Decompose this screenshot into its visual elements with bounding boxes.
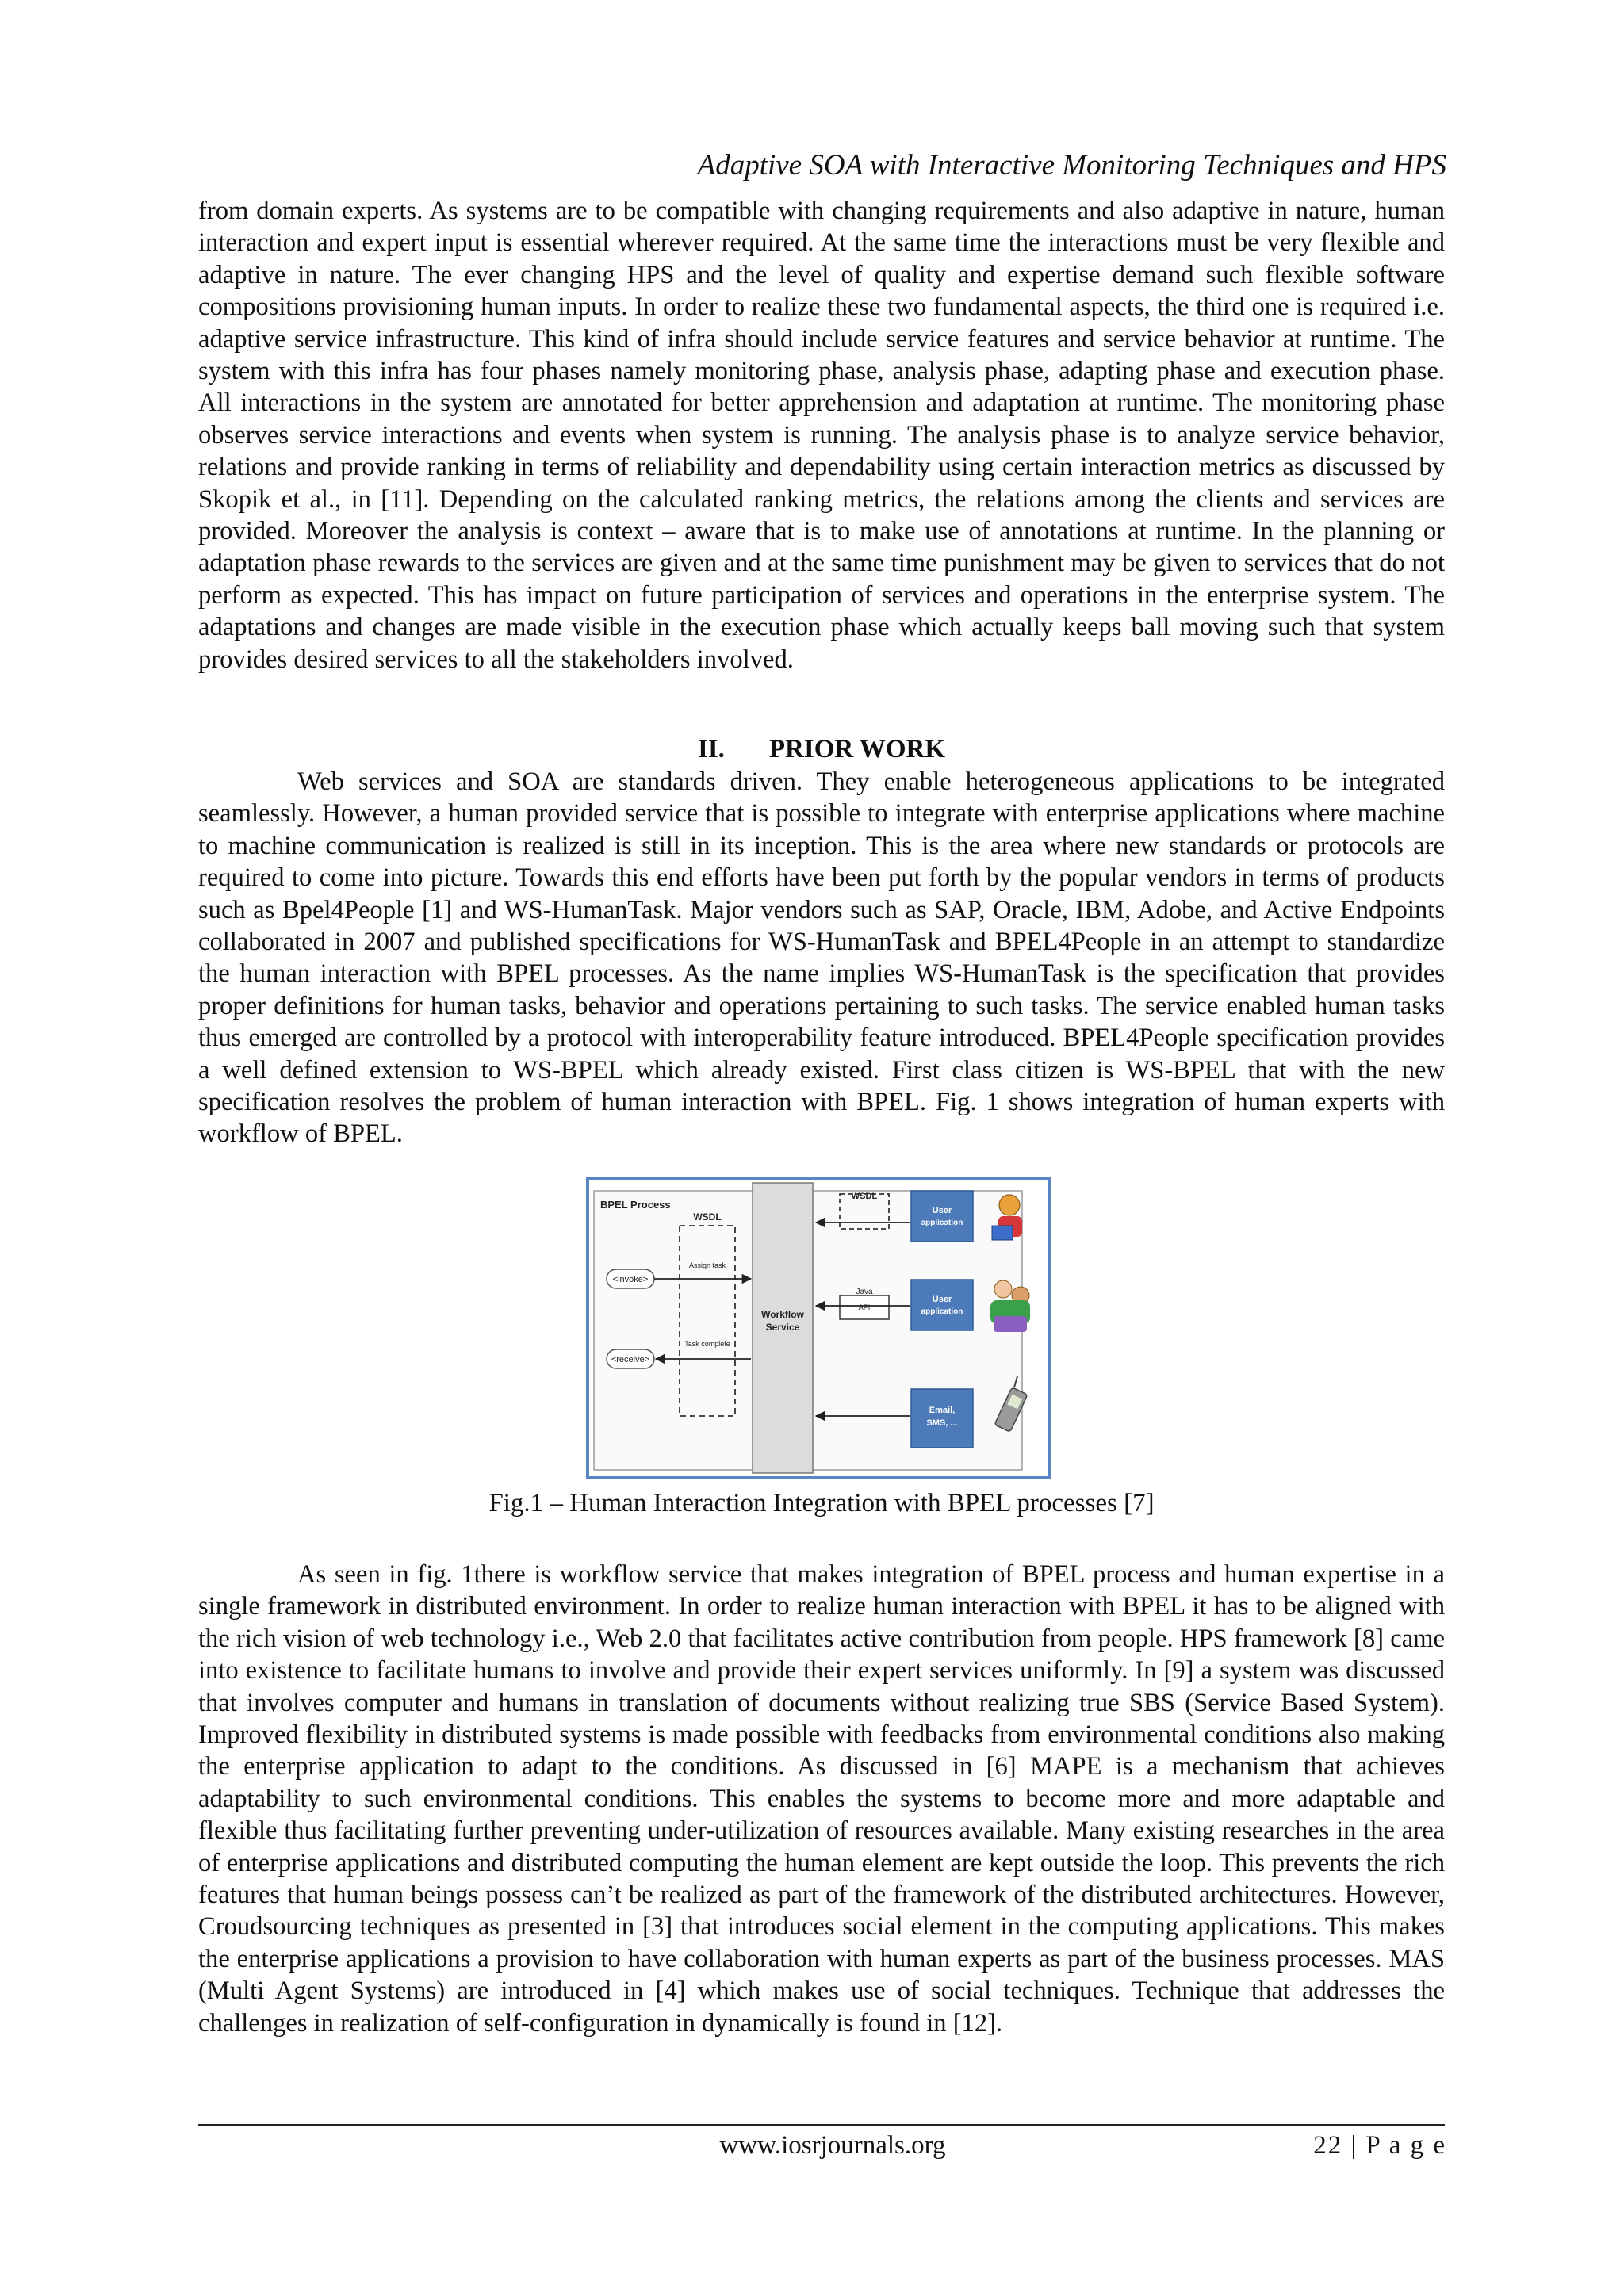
task-complete-label: Task complete <box>684 1340 730 1348</box>
paragraph-workflow-discussion: As seen in fig. 1there is workflow service that makes integration of BPEL process and human expertise in a single framework in distributed environment. In order to realize human interaction with BPEL it has to be aligned with the rich vision of web technology i.e., Web 2.0 that facilitates active contribution from people. HPS framework [8] came into existence to facilitate humans to involve and provide their expert services uniformly. In [9] a system was discussed that involves computer and humans in translation of documents without realizing true SBS (Service Based System). Improved flexibility in distributed systems is made possible with feedbacks from environmental conditions also making the enterprise application to adapt to the conditions. As discussed in [6] MAPE is a mechanism that achieves adaptability to such environmental conditions. This enables the systems to become more and more adaptable and flexible thus facilitating further preventing under-utilization of resources available. Many existing researches in the area of enterprise applications and distributed computing the human element are kept outside the loop. This prevents the rich features that human beings possess can’t be realized as part of the framework of the distributed architectures. However, Croudsourcing techniques as presented in [3] that introduces social element in the computing applications. This makes the enterprise applications a provision to have collaboration with human experts as part of the business processes. MAS (Multi Agent Systems) are introduced in [4] which makes use of social techniques. Technique that addresses the challenges in realization of self-configuration in dynamically is found in [12]. <box>198 1560 1445 2038</box>
paragraph-intro-continued: from domain experts. As systems are to be compatible with changing requirements and also adaptive in nature, human interaction and expert input is essential wherever required. At the same time the interactions must be very flexible and adaptive in nature. The ever changing HPS and the level of quality and expertise demand such flexible software compositions provisioning human inputs. In order to realize these two fundamental aspects, the third one is required i.e. adaptive service infrastructure. This kind of infra should include service features and service behavior at runtime. The system with this infra has four phases namely monitoring phase, analysis phase, adapting phase and execution phase. All interactions in the system are annotated for better apprehension and adaptation at runtime. The monitoring phase observes service interactions and events when system is running. The analysis phase is to analyze service behavior, relations and provide ranking in terms of reliability and dependability using certain interaction metrics as discussed by Skopik et al., in [11]. Depending on the calculated ranking metrics, the relations among the clients and services are provided. Moreover the analysis is context – aware that is to make use of annotations at runtime. In the planning or adaptation phase rewards to the services are given and at the same time punishment may be given to services that do not perform as expected. This has impact on future participation of services and operations in the enterprise system. The adaptations and changes are made visible in the execution phase which actually keeps ball moving such that system provides desired services to all the stakeholders involved. <box>198 197 1445 674</box>
page-number: 22 | P a g e <box>1313 2131 1446 2160</box>
section-heading <box>198 733 1445 765</box>
invoke-label: <invoke> <box>612 1275 649 1284</box>
workflow-label-line2: Service <box>765 1322 800 1333</box>
section-number: II. <box>697 735 725 763</box>
user-app2-line1: User <box>932 1295 952 1304</box>
java-label: Java <box>856 1288 873 1296</box>
user-application-1-box <box>911 1191 973 1242</box>
team-people-icon <box>990 1280 1030 1332</box>
footer-divider <box>198 2124 1445 2126</box>
api-label: API <box>858 1303 871 1311</box>
user-application-2-box <box>911 1280 973 1330</box>
user-app1-line2: application <box>921 1219 963 1227</box>
running-head: Adaptive SOA with Interactive Monitoring Techniques and HPS <box>697 149 1446 182</box>
user-app1-line1: User <box>932 1206 952 1215</box>
section-title: PRIOR WORK <box>768 735 946 763</box>
figure-caption: Fig.1 – Human Interaction Integration with BPEL processes [7] <box>488 1489 1155 1517</box>
email-line2: SMS, ... <box>926 1418 958 1428</box>
wsdl-right-label: WSDL <box>851 1192 878 1201</box>
bpel-process-label: BPEL Process <box>600 1199 671 1211</box>
assign-task-label: Assign task <box>688 1261 726 1269</box>
figure-bpel-human-integration <box>586 1177 1051 1479</box>
email-line1: Email, <box>929 1406 956 1415</box>
workflow-label-line1: Workflow <box>761 1309 804 1320</box>
paragraph-prior-work: Web services and SOA are standards driven. They enable heterogeneous applications to be integrated seamlessly. However, a human provided service that is possible to integrate with enterprise applications where machine to machine communication is realized is still in its inception. This is the area where new standards or protocols are required to come into picture. Towards this end efforts have been put forth by the popular vendors in terms of products such as Bpel4People [1] and WS-HumanTask. Major vendors such as SAP, Oracle, IBM, Adobe, and Active Endpoints collaborated in 2007 and published specifications for WS-HumanTask and BPEL4People in an attempt to standardize the human interaction with BPEL processes. As the name implies WS-HumanTask is the specification that provides proper definitions for human tasks, behavior and operations pertaining to such tasks. The service enabled human tasks thus emerged are controlled by a protocol with interoperability feature introduced. BPEL4People specification provides a well defined extension to WS-BPEL which already existed. First class citizen is WS-BPEL that with the new specification resolves the problem of human interaction with BPEL. Fig. 1 shows integration of human experts with workflow of BPEL. <box>198 767 1445 1149</box>
wsdl-left-label: WSDL <box>693 1211 722 1223</box>
footer-url: www.iosrjournals.org <box>719 2131 946 2160</box>
user-app2-line2: application <box>921 1307 963 1316</box>
receive-label: <receive> <box>611 1355 650 1364</box>
